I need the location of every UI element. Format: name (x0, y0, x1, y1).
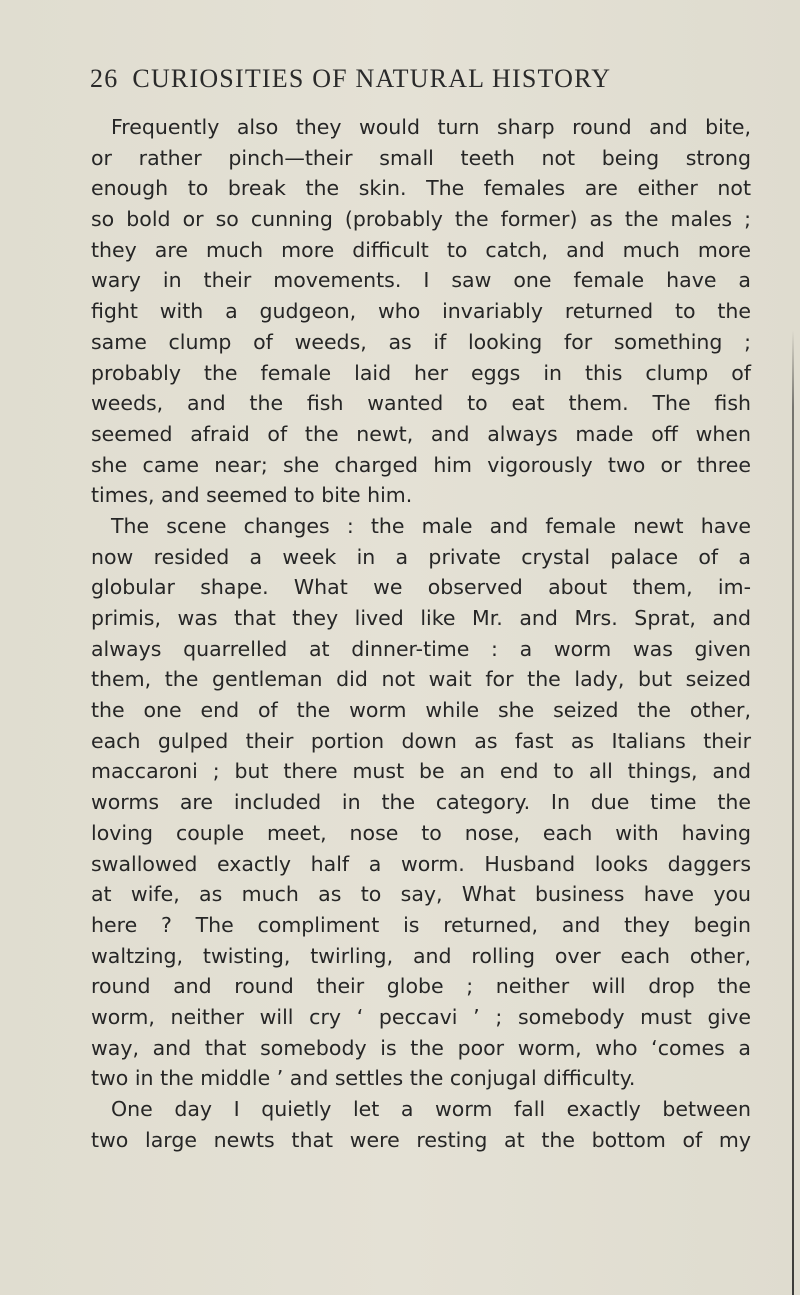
text-line: now resided a week in a private crystal palace of a (91, 544, 751, 569)
text-line: probably the female laid her eggs in this clump of (91, 360, 751, 385)
text-line: times, and seemed to bite him. (91, 483, 413, 508)
running-title: CURIOSITIES OF NATURAL HISTORY (132, 64, 612, 93)
text-line: waltzing, twisting, twirling, and rolling over each other, (91, 943, 751, 968)
text-line: loving couple meet, nose to nose, each with having (91, 820, 751, 845)
text-line: One day I quietly let a worm fall exactly between (111, 1097, 751, 1121)
text-line: The scene changes : the male and female newt have (111, 513, 751, 538)
text-line: primis, was that they lived like Mr. and Mrs. Sprat, and (91, 606, 751, 630)
text-line: seemed afraid of the newt, and always made off when (91, 421, 751, 446)
text-line: Frequently also they would turn sharp round and bite, (111, 115, 751, 139)
text-line: two in the middle ’ and settles the conjugal difficulty. (91, 1066, 636, 1091)
text-line: fight with a gudgeon, who invariably returned to the (91, 299, 751, 324)
text-line: here ? The compliment is returned, and they begin (91, 912, 751, 937)
text-line: they are much more difficult to catch, and much more (91, 237, 751, 262)
text-line: at wife, as much as to say, What business have you (91, 882, 751, 907)
running-header (90, 64, 750, 94)
text-line: swallowed exactly half a worm. Husband looks daggers (91, 851, 751, 876)
text-line: the one end of the worm while she seized the other, (91, 698, 751, 723)
text-line: round and round their globe ; neither will drop the (91, 974, 751, 999)
text-line: or rather pinch—their small teeth not being strong (91, 145, 751, 170)
text-line: worm, neither will cry ‘ peccavi ’ ; somebody must give (91, 1004, 751, 1029)
text-line: two large newts that were resting at the bottom of my (91, 1127, 751, 1152)
text-line: worms are included in the category. In due time the (91, 790, 751, 815)
text-line: so bold or so cunning (probably the former) as the males ; (91, 207, 751, 232)
body-text (91, 112, 751, 1155)
text-line: each gulped their portion down as fast as Italians their (91, 728, 751, 753)
text-line: wary in their movements. I saw one female have a (91, 268, 751, 293)
text-line: way, and that somebody is the poor worm, who ‘comes a (91, 1035, 751, 1060)
text-line: enough to break the skin. The females are either not (91, 176, 751, 201)
text-line: maccaroni ; but there must be an end to all things, and (91, 759, 751, 784)
text-line: weeds, and the fish wanted to eat them. The fish (91, 391, 751, 416)
text-line: them, the gentleman did not wait for the lady, but seized (91, 667, 751, 692)
text-line: globular shape. What we observed about them, im- (91, 575, 751, 600)
text-line: always quarrelled at dinner-time : a worm was given (91, 636, 751, 661)
page-number: 26 (90, 64, 119, 93)
text-line: she came near; she charged him vigorously two or three (91, 452, 751, 477)
page-edge-shadow (792, 330, 794, 1295)
text-line: same clump of weeds, as if looking for something ; (91, 329, 751, 354)
